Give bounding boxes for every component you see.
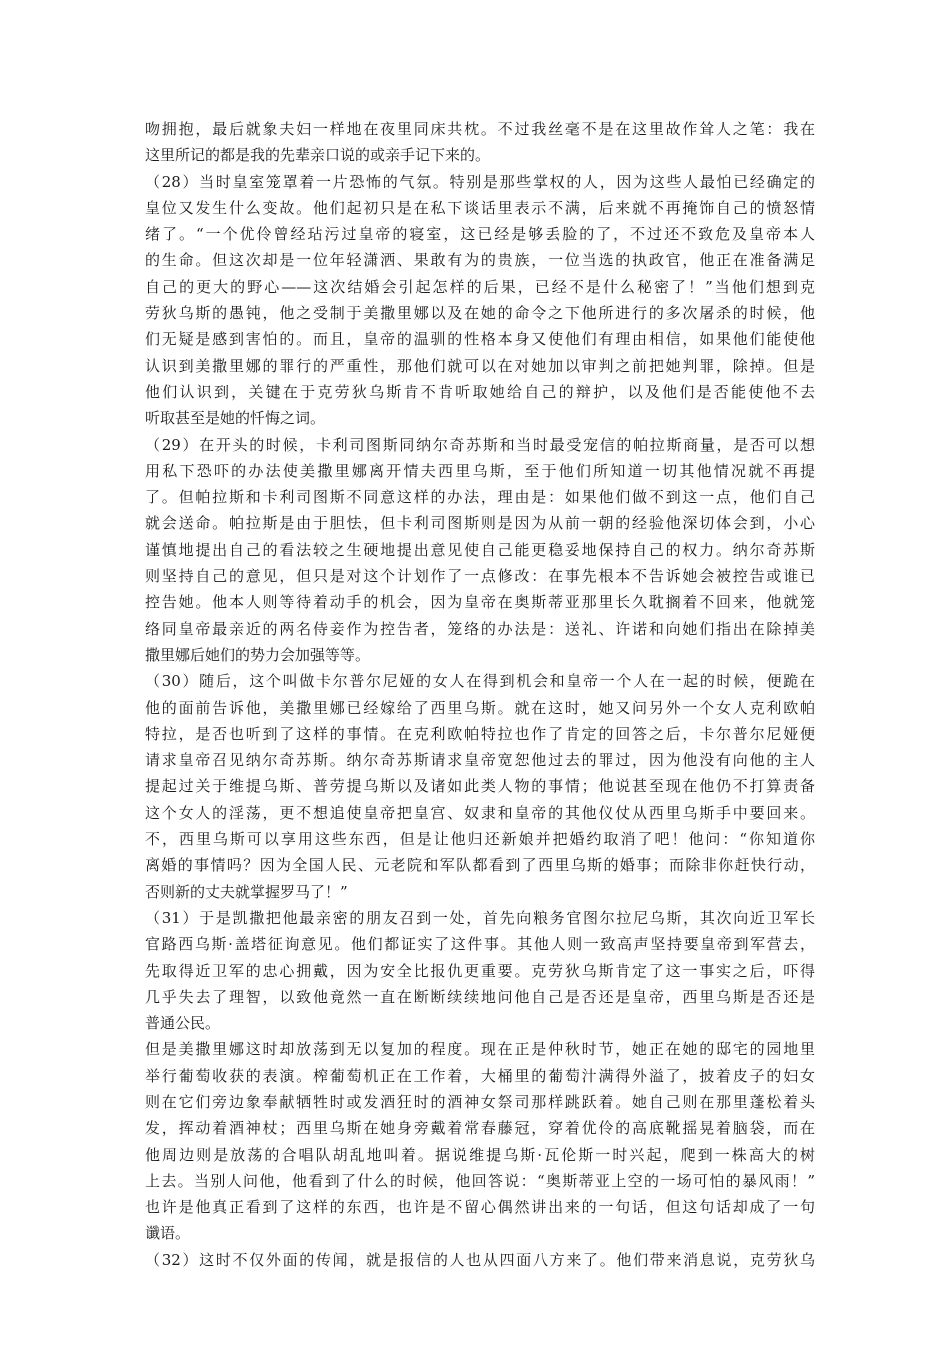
text-line: 提起过关于维提乌斯、普劳提乌斯以及诸如此类人物的事情；他说甚至现在他仍不打算责备 (145, 777, 815, 796)
text-line: 用私下恐吓的办法使美撒里娜离开情夫西里乌斯，至于他们所知道一切其他情况就不再提 (145, 461, 815, 480)
text-line: 听取甚至是她的忏悔之词。 (145, 409, 326, 428)
text-line: 上去。当别人问他，他看到了什么的时候，他回答说：“奥斯蒂亚上空的一场可怕的暴风雨！” (145, 1171, 815, 1190)
text-line: 特拉，是否也听到了这样的事情。在克利欧帕特拉也作了肯定的回答之后，卡尔普尔尼娅便 (145, 724, 815, 743)
text-line: 们无疑是感到害怕的。而且，皇帝的温驯的性格本身又使他们有理由相信，如果他们能使他 (145, 330, 815, 349)
text-line: 的生命。但这次却是一位年轻潇洒、果敢有为的贵族，一位当选的执政官，他正在准备满足 (145, 251, 815, 270)
text-line: 请求皇帝召见纳尔奇苏斯。纳尔奇苏斯请求皇帝宽恕他过去的罪过，因为他没有向他的主人 (145, 751, 815, 770)
text-line: （28）当时皇室笼罩着一片恐怖的气氛。特别是那些掌权的人，因为这些人最怕已经确定的 (145, 172, 815, 191)
text-line: 这个女人的淫荡，更不想追使皇帝把皇宫、奴隶和皇帝的其他仪仗从西里乌斯手中要回来。 (145, 803, 815, 822)
text-line: 则坚持自己的意见，但只是对这个计划作了一点修改：在事先根本不告诉她会被控告或谁已 (145, 567, 815, 586)
text-line: 撒里娜后她们的势力会加强等等。 (145, 645, 371, 664)
text-line: 皇位又发生什么变故。他们起初只是在私下谈话里表示不满，后来就不再掩饰自己的愤怒情 (145, 198, 815, 217)
body-text (145, 116, 815, 1273)
text-line: 绪了。“一个优伶曾经玷污过皇帝的寝室，这已经是够丢脸的了，不过还不致危及皇帝本人 (145, 225, 815, 244)
text-line: （30）随后，这个叫做卡尔普尔尼娅的女人在得到机会和皇帝一个人在一起的时候，便跪在 (145, 672, 815, 691)
text-line: 普通公民。 (145, 1014, 221, 1033)
text-line: 吻拥抱，最后就象夫妇一样地在夜里同床共枕。不过我丝毫不是在这里故作耸人之笔：我在 (145, 120, 815, 138)
text-line: （31）于是凯撒把他最亲密的朋友召到一处，首先向粮务官图尔拉尼乌斯，其次向近卫军长 (145, 908, 815, 927)
text-line: 了。但帕拉斯和卡利司图斯不同意这样的办法，理由是：如果他们做不到这一点，他们自己 (145, 488, 815, 507)
text-line: 他们认识到，关键在于克劳狄乌斯肯不肯听取她给自己的辩护，以及他们是否能使他不去 (145, 382, 815, 401)
text-line: 也许是他真正看到了这样的东西，也许是不留心偶然讲出来的一句话，但这句话却成了一句 (145, 1198, 815, 1217)
text-line: 谶语。 (145, 1224, 191, 1243)
text-line: 络同皇帝最亲近的两名侍妾作为控告者，笼络的办法是：送礼、许诺和向她们指出在除掉美 (145, 619, 815, 638)
text-line: 发，挥动着酒神杖；西里乌斯在她身旁戴着常春藤冠，穿着优伶的高底靴摇晃着脑袋，而在 (145, 1119, 815, 1138)
text-line: 劳狄乌斯的愚钝，他之受制于美撒里娜以及在她的命令之下他所进行的多次屠杀的时候，他 (145, 304, 815, 323)
text-line: 离婚的事情吗？因为全国人民、元老院和军队都看到了西里乌斯的婚事；而除非你赶快行动， (145, 856, 815, 875)
text-line: 谨慎地提出自己的看法较之生硬地提出意见使自己能更稳妥地保持自己的权力。纳尔奇苏斯 (145, 540, 815, 559)
text-line: 自己的更大的野心——这次结婚会引起怎样的后果，已经不是什么秘密了！”当他们想到克 (145, 277, 815, 296)
text-line: 控告她。他本人则等待着动手的机会，因为皇帝在奥斯蒂亚那里长久耽搁着不回来，他就笼 (145, 593, 815, 612)
text-line: 他的面前告诉他，美撒里娜已经嫁给了西里乌斯。就在这时，她又问另外一个女人克利欧帕 (145, 698, 815, 717)
text-line: 否则新的丈夫就掌握罗马了！” (145, 882, 348, 901)
text-line: 先取得近卫军的忠心拥戴，因为安全比报仇更重要。克劳狄乌斯肯定了这一事实之后，吓得 (145, 961, 815, 980)
text-line: （32）这时不仅外面的传闻，就是报信的人也从四面八方来了。他们带来消息说，克劳狄乌 (145, 1250, 815, 1269)
text-line: 但是美撒里娜这时却放荡到无以复加的程度。现在正是仲秋时节，她正在她的邸宅的园地里 (145, 1040, 815, 1059)
text-line: 不，西里乌斯可以享用这些东西，但是让他归还新娘并把婚约取消了吧！他问：“你知道你 (145, 830, 815, 849)
text-line: 这里所记的都是我的先辈亲口说的或亲手记下来的。 (145, 146, 491, 165)
text-line: 他周边则是放荡的合唱队胡乱地叫着。据说维提乌斯·瓦伦斯一时兴起，爬到一株高大的树 (145, 1145, 815, 1164)
text-line: （29）在开头的时候，卡利司图斯同纳尔奇苏斯和当时最受宠信的帕拉斯商量，是否可以想 (145, 435, 815, 454)
text-line: 官路西乌斯·盖塔征询意见。他们都证实了这件事。其他人则一致高声坚持要皇帝到军营去， (145, 935, 815, 954)
text-line: 几乎失去了理智，以致他竟然一直在断断续续地问他自己是否还是皇帝，西里乌斯是否还是 (145, 987, 815, 1006)
text-line: 则在它们旁边象奉献牺牲时或发酒狂时的酒神女祭司那样跳跃着。她自己则在那里蓬松着头 (145, 1092, 815, 1111)
text-line: 举行葡萄收获的表演。榨葡萄机正在工作着，大桶里的葡萄汁满得外溢了，披着皮子的妇女 (145, 1066, 815, 1085)
text-line: 就会送命。帕拉斯是由于胆怯，但卡利司图斯则是因为从前一朝的经验他深切体会到，小心 (145, 514, 815, 533)
text-line: 认识到美撒里娜的罪行的严重性，那他们就可以在对她加以审判之前把她判罪，除掉。但是 (145, 356, 815, 375)
